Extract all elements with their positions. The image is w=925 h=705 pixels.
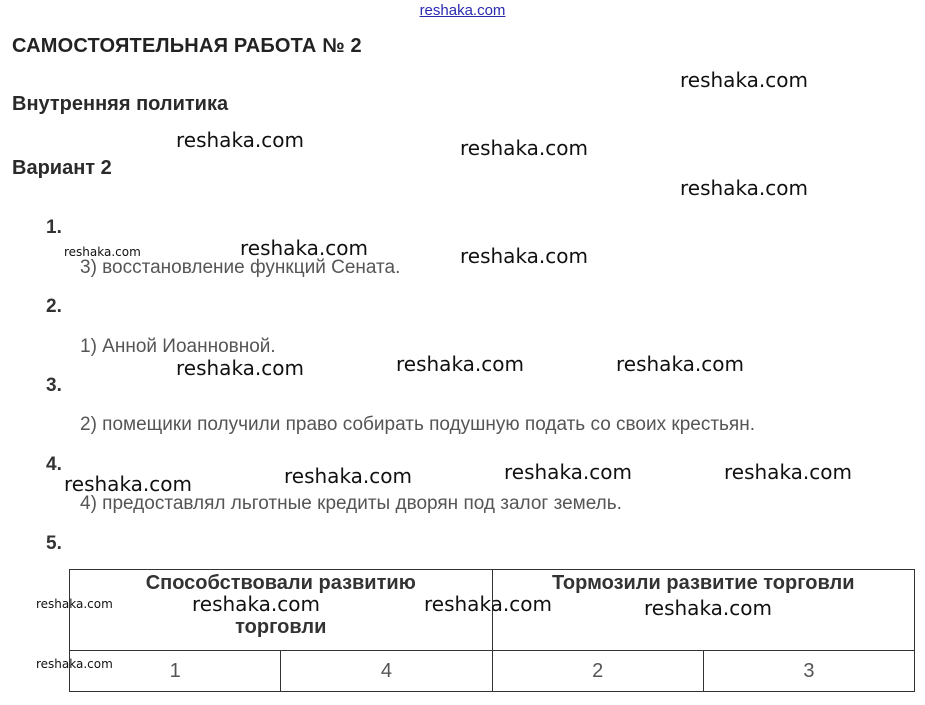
watermark: reshaka.com (504, 460, 632, 484)
watermark: reshaka.com (644, 596, 772, 620)
page-title: САМОСТОЯТЕЛЬНАЯ РАБОТА № 2 (12, 35, 362, 57)
top-watermark-link[interactable]: reshaka.com (419, 2, 506, 19)
watermark: reshaka.com (176, 128, 304, 152)
header-promoted-line2: торговли (235, 616, 327, 638)
watermark: reshaka.com (36, 657, 113, 671)
watermark: reshaka.com (64, 472, 192, 496)
answer-4: 4) предоставлял льготные кредиты дворян под залог земель. (80, 493, 622, 514)
watermark: reshaka.com (192, 592, 320, 616)
watermark: reshaka.com (616, 352, 744, 376)
table-cell-value: 3 (703, 651, 914, 692)
watermark: reshaka.com (424, 592, 552, 616)
watermark: reshaka.com (64, 245, 141, 259)
question-number-3: 3. (46, 375, 62, 396)
header-promoted-line1: Способствовали развитию (145, 572, 416, 594)
table-cell-value: 1 (70, 651, 281, 692)
watermark: reshaka.com (680, 176, 808, 200)
watermark: reshaka.com (680, 68, 808, 92)
watermark: reshaka.com (396, 352, 524, 376)
watermark: reshaka.com (240, 236, 368, 260)
watermark: reshaka.com (284, 464, 412, 488)
watermark: reshaka.com (460, 136, 588, 160)
section-heading: Внутренняя политика (12, 93, 229, 115)
answer-1: 3) восстановление функций Сената. (80, 257, 401, 278)
watermark: reshaka.com (724, 460, 852, 484)
question-number-2: 2. (46, 296, 62, 317)
trade-factors-table (69, 569, 915, 692)
variant-heading: Вариант 2 (12, 157, 112, 179)
question-number-5: 5. (46, 533, 62, 554)
table-cell-value: 4 (281, 651, 492, 692)
answer-3: 2) помещики получили право собирать подушную подать со своих крестьян. (80, 414, 755, 435)
question-number-1: 1. (46, 217, 62, 238)
question-number-4: 4. (46, 454, 62, 475)
answer-2: 1) Анной Иоанновной. (80, 336, 276, 357)
watermark: reshaka.com (460, 244, 588, 268)
table-cell-value: 2 (492, 651, 703, 692)
watermark: reshaka.com (176, 356, 304, 380)
header-hindered-text: Тормозили развитие торговли (551, 572, 855, 594)
watermark: reshaka.com (36, 597, 113, 611)
